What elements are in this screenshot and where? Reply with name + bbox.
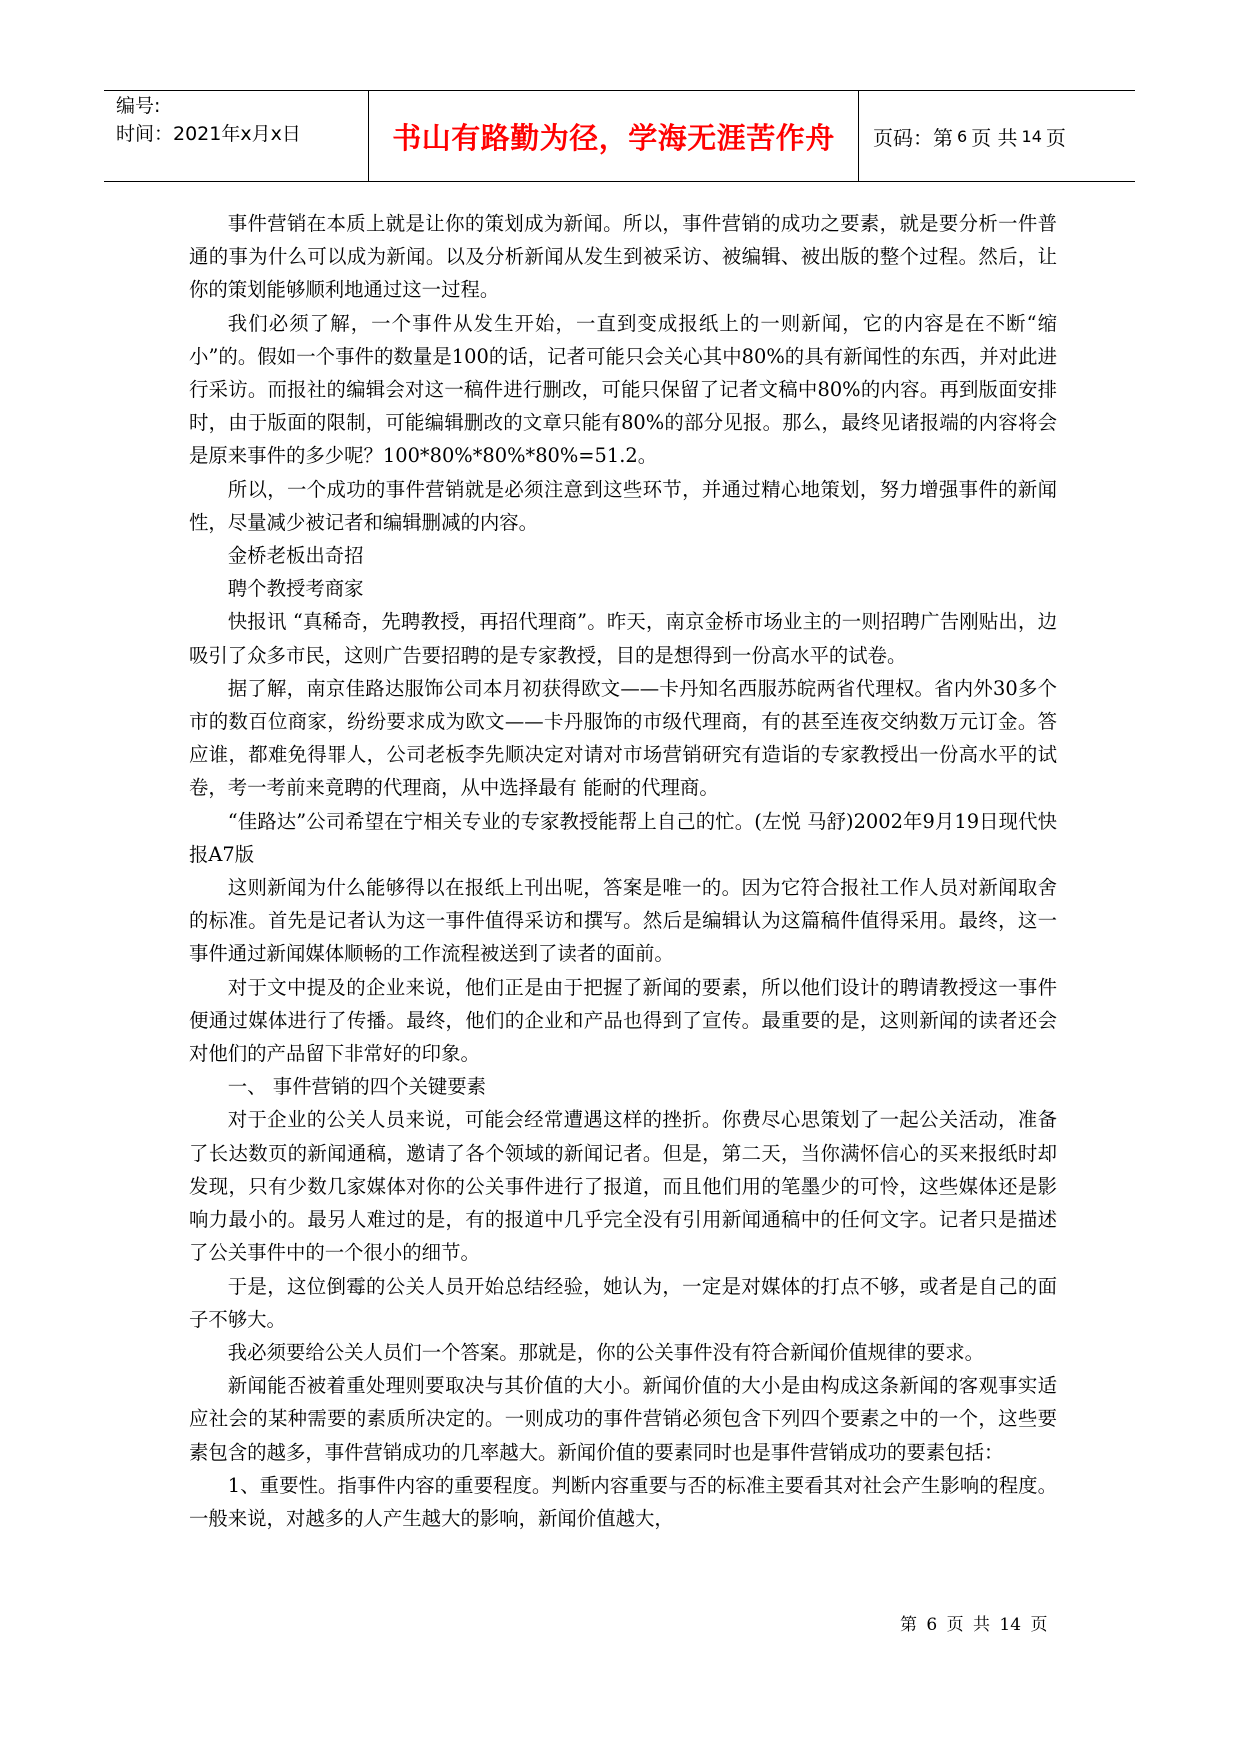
document-number-label: 编号: [116, 95, 161, 117]
paragraph: 快报讯 “真稀奇，先聘教授，再招代理商”。昨天，南京金桥市场业主的一则招聘广告刚贴出，边吸引了众多市民，这则广告要招聘的是专家教授，目的是想得到一份高水平的试卷。 [189, 610, 1057, 667]
paragraph: 所以，一个成功的事件营销就是必须注意到这些环节，并通过精心地策划，努力增强事件的新闻性，尽量减少被记者和编辑删减的内容。 [189, 477, 1057, 534]
page-mid: 页 共 [971, 125, 1018, 150]
section-heading: 一、 事件营销的四个关键要素 [227, 1075, 487, 1099]
page-header [104, 90, 1135, 182]
paragraph: 这则新闻为什么能够得以在报纸上刊出呢，答案是唯一的。因为它符合报社工作人员对新闻取舍的标准。首先是记者认为这一事件值得采访和撰写。然后是编辑认为这篇稿件值得采用。最终，这一事件通过新闻媒体顺畅的工作流程被送到了读者的面前。 [189, 876, 1057, 966]
header-meta [104, 91, 369, 181]
paragraph: 对于文中提及的企业来说，他们正是由于把握了新闻的要素，所以他们设计的聘请教授这一事件便通过媒体进行了传播。最终，他们的企业和产品也得到了宣传。最重要的是，这则新闻的读者还会对他们的产品留下非常好的印象。 [189, 975, 1057, 1066]
paragraph: 新闻能否被着重处理则要取决与其价值的大小。新闻价值的大小是由构成这条新闻的客观事实适应社会的某种需要的素质所决定的。一则成功的事件营销必须包含下列四个要素之中的一个，这些要素包含的越多，事件营销成功的几率越大。新闻价值的要素同时也是事件营销成功的要素包括： [189, 1374, 1057, 1464]
header-page-info [859, 91, 1135, 181]
page-footer: 第 6 页 共 14 页 [900, 1615, 1048, 1635]
news-subheadline: 聘个教授考商家 [227, 577, 364, 601]
paragraph: 于是，这位倒霉的公关人员开始总结经验，她认为，一定是对媒体的打点不够，或者是自己的面子不够大。 [189, 1274, 1057, 1331]
news-headline: 金桥老板出奇招 [227, 544, 364, 568]
paragraph: 我必须要给公关人员们一个答案。那就是，你的公关事件没有符合新闻价值规律的要求。 [227, 1340, 985, 1364]
page-total-number: 14 [1021, 126, 1042, 146]
paragraph: 事件营销在本质上就是让你的策划成为新闻。所以，事件营销的成功之要素，就是要分析一件普通的事为什么可以成为新闻。以及分析新闻从发生到被采访、被编辑、被出版的整个过程。然后，让你的策划能够顺利地通过这一过程。 [189, 212, 1057, 302]
header-motto: 书山有路勤为径，学海无涯苦作舟 [369, 91, 859, 181]
page-suffix: 页 [1045, 125, 1066, 150]
page-current-number: 6 [957, 126, 968, 146]
document-time: 时间：2021年x月x日 [116, 123, 301, 145]
paragraph: 我们必须了解，一个事件从发生开始，一直到变成报纸上的一则新闻，它的内容是在不断“缩小”的。假如一个事件的数量是100的话，记者可能只会关心其中80%的具有新闻性的东西，并对此进行采访。而报社的编辑会对这一稿件进行删改，可能只保留了记者文稿中80%的内容。再到版面安排时，由于版面的限制，可能编辑删改的文章只能有80%的部分见报。那么，最终见诸报端的内容将会是原来事件的多少呢？100*80%*80%*80%=51.2。 [189, 311, 1057, 468]
document-body [189, 207, 1057, 1535]
paragraph: 1、重要性。指事件内容的重要程度。判断内容重要与否的标准主要看其对社会产生影响的程度。一般来说，对越多的人产生越大的影响，新闻价值越大， [189, 1473, 1057, 1530]
paragraph: 据了解，南京佳路达服饰公司本月初获得欧文——卡丹知名西服苏皖两省代理权。省内外30多个市的数百位商家，纷纷要求成为欧文——卡丹服饰的市级代理商，有的甚至连夜交纳数万元订金。答应谁，都难免得罪人，公司老板李先顺决定对请对市场营销研究有造诣的专家教授出一份高水平的试卷，考一考前来竟聘的代理商，从中选择最有 能耐的代理商。 [189, 676, 1057, 800]
paragraph: “佳路达”公司希望在宁相关专业的专家教授能帮上自己的忙。(左悦 马舒)2002年9月19日现代快报A7版 [189, 809, 1057, 866]
page-prefix: 页码：第 [873, 125, 953, 150]
paragraph: 对于企业的公关人员来说，可能会经常遭遇这样的挫折。你费尽心思策划了一起公关活动，准备了长达数页的新闻通稿，邀请了各个领域的新闻记者。但是，第二天，当你满怀信心的买来报纸时却发现，只有少数几家媒体对你的公关事件进行了报道，而且他们用的笔墨少的可怜，这些媒体还是影响力最小的。最另人难过的是，有的报道中几乎完全没有引用新闻通稿中的任何文字。记者只是描述了公关事件中的一个很小的细节。 [189, 1108, 1057, 1265]
